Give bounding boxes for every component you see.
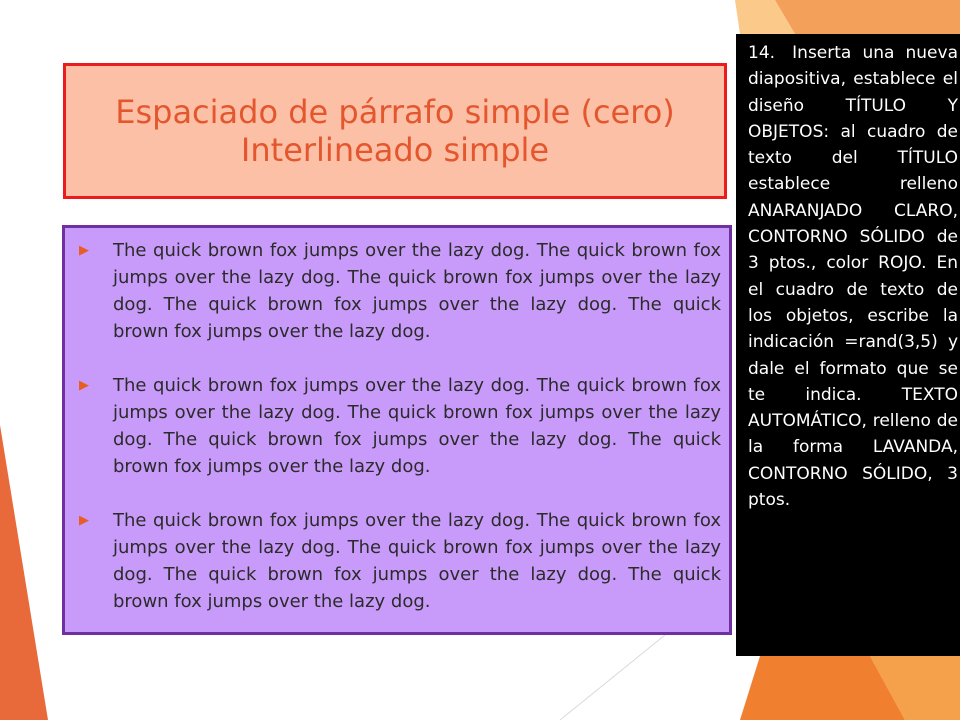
- left-decor-shape: [0, 425, 48, 720]
- bullet-text: The quick brown fox jumps over the lazy dog. The quick brown fox jumps over the lazy dog. The quick brown fox jumps over the lazy dog. The quick brown fox jumps over the lazy dog. The quick brown fox jumps over the lazy dog.: [113, 510, 721, 612]
- triangle-right-icon: ▶: [79, 243, 89, 258]
- decor-line: [560, 635, 665, 720]
- content-box[interactable]: [62, 225, 732, 635]
- bullet-text: The quick brown fox jumps over the lazy dog. The quick brown fox jumps over the lazy dog. The quick brown fox jumps over the lazy dog. The quick brown fox jumps over the lazy dog. The quick brown fox jumps over the lazy dog.: [113, 375, 721, 477]
- list-item: [79, 372, 721, 480]
- triangle-right-icon: ▶: [79, 513, 89, 528]
- instructions-box[interactable]: [736, 34, 960, 656]
- instructions-text: Inserta una nueva diapositiva, establece el diseño TÍTULO Y OBJETOS: al cuadro de texto del TÍTULO establece relleno ANARANJADO CLARO, CONTORNO SÓLIDO de 3 ptos., color ROJO. En el cuadro de texto de los objetos, escribe la indicación =rand(3,5) y dale el formato que se te indica. TEXTO AUTOMÁTICO, relleno de la forma LAVANDA, CONTORNO SÓLIDO, 3 ptos.: [748, 43, 958, 511]
- title-line-2: Interlineado simple: [240, 131, 550, 169]
- top-right-orange-shape: [775, 0, 960, 34]
- list-item: [79, 507, 721, 615]
- list-item: [79, 237, 721, 345]
- title-line-1: Espaciado de párrafo simple (cero): [115, 92, 675, 131]
- triangle-right-icon: ▶: [79, 378, 89, 393]
- bullet-text: The quick brown fox jumps over the lazy dog. The quick brown fox jumps over the lazy dog. The quick brown fox jumps over the lazy dog. The quick brown fox jumps over the lazy dog. The quick brown fox jumps over the lazy dog.: [113, 240, 721, 342]
- instructions-number: 14.: [748, 43, 776, 63]
- title-box[interactable]: [63, 63, 727, 199]
